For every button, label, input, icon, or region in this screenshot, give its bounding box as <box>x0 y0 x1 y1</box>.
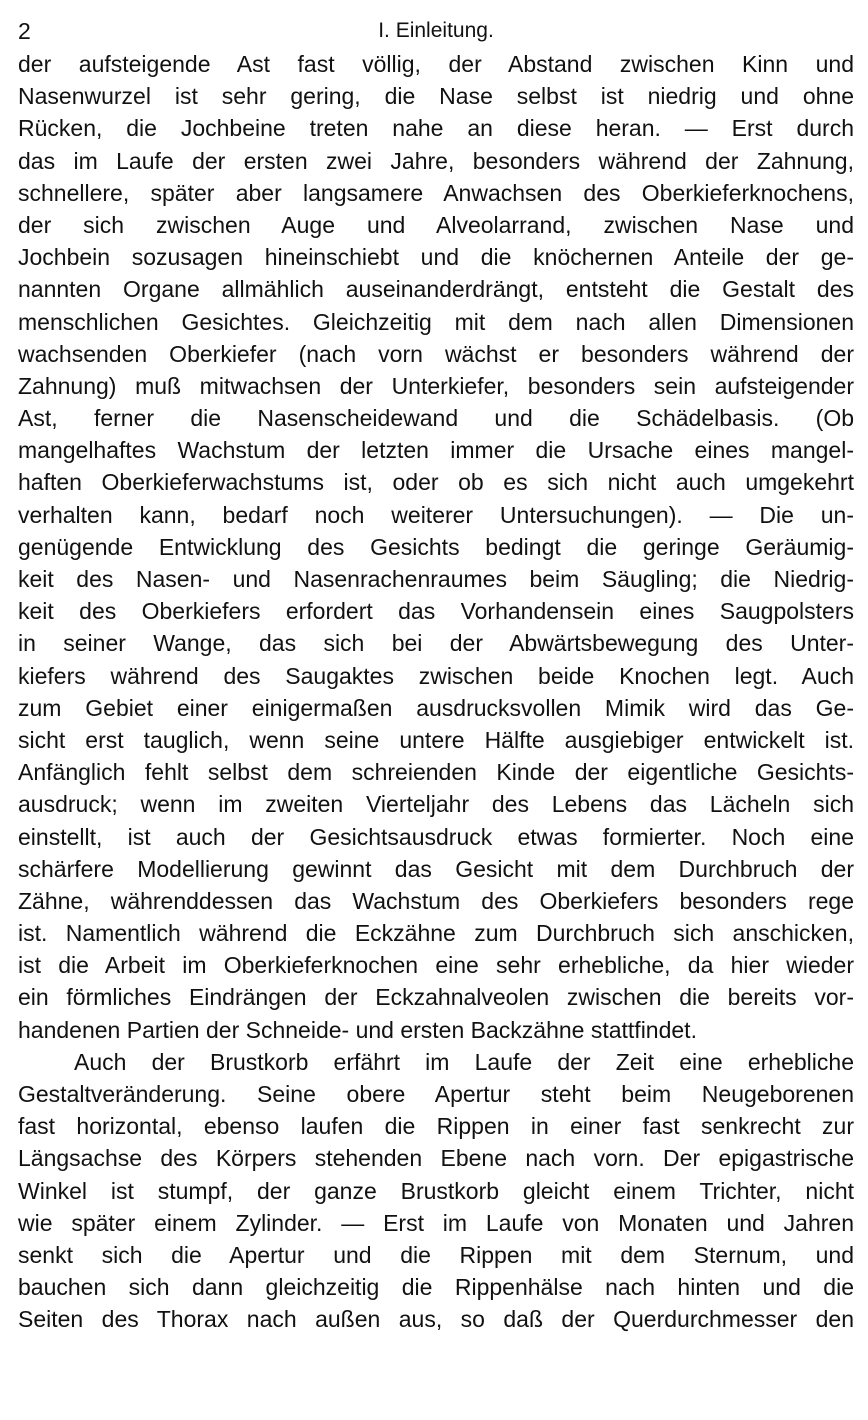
text-line: Winkel ist stumpf, der ganze Brustkorb gleicht einem Trichter, nicht <box>18 1177 854 1204</box>
text-line: sicht erst tauglich, wenn seine untere Hälfte ausgiebiger entwickelt ist. <box>18 726 854 753</box>
paragraph <box>18 1046 854 1336</box>
text-line: keit des Oberkiefers erfordert das Vorhandensein eines Saugpolsters <box>18 598 854 625</box>
text-line: wachsenden Oberkiefer (nach vorn wächst er besonders während der <box>18 340 854 367</box>
text-line: Rücken, die Jochbeine treten nahe an diese heran. — Erst durch <box>18 115 854 142</box>
text-line: Jochbein sozusagen hineinschiebt und die knöchernen Anteile der ge- <box>18 244 854 271</box>
text-line: der aufsteigende Ast fast völlig, der Abstand zwischen Kinn und <box>18 51 854 77</box>
text-line: haften Oberkieferwachstums ist, oder ob es sich nicht auch umgekehrt <box>18 469 854 496</box>
text-line: schärfere Modellierung gewinnt das Gesicht mit dem Durchbruch der <box>18 855 854 882</box>
body-text <box>18 48 854 1336</box>
paragraph <box>18 48 854 1046</box>
running-head <box>18 14 854 48</box>
text-line: einstellt, ist auch der Gesichtsausdruck etwas formierter. Noch eine <box>18 823 854 850</box>
section-title: I. Einleitung. <box>378 19 494 42</box>
book-page <box>18 14 854 1336</box>
text-line: kiefers während des Saugaktes zwischen beide Knochen legt. Auch <box>18 662 854 689</box>
text-line: Nasenwurzel ist sehr gering, die Nase selbst ist niedrig und ohne <box>18 83 854 110</box>
text-line: nannten Organe allmählich auseinanderdrängt, entsteht die Gestalt des <box>18 276 854 303</box>
text-line: verhalten kann, bedarf noch weiterer Untersuchungen). — Die un- <box>18 501 854 528</box>
text-line: wie später einem Zylinder. — Erst im Laufe von Monaten und Jahren <box>18 1209 854 1236</box>
text-line: in seiner Wange, das sich bei der Abwärtsbewegung des Unter- <box>18 630 854 657</box>
text-line: ist. Namentlich während die Eckzähne zum Durchbruch sich anschicken, <box>18 920 854 947</box>
text-line: Auch der Brustkorb erfährt im Laufe der Zeit eine erhebliche <box>74 1048 854 1075</box>
text-line: menschlichen Gesichtes. Gleichzeitig mit dem nach allen Dimensionen <box>18 308 854 335</box>
text-line: ein förmliches Eindrängen der Eckzahnalveolen zwischen die bereits vor- <box>18 984 854 1011</box>
text-line: handenen Partien der Schneide- und ersten Backzähne stattfindet. <box>18 1016 697 1043</box>
text-line: der sich zwischen Auge und Alveolarrand, zwischen Nase und <box>18 211 854 238</box>
text-line: das im Laufe der ersten zwei Jahre, besonders während der Zahnung, <box>18 147 854 174</box>
text-line: fast horizontal, ebenso laufen die Rippen in einer fast senkrecht zur <box>18 1113 854 1140</box>
text-line: Anfänglich fehlt selbst dem schreienden Kinde der eigentliche Gesichts- <box>18 759 854 786</box>
text-line: ausdruck; wenn im zweiten Vierteljahr des Lebens das Lächeln sich <box>18 791 854 818</box>
text-line: Längsachse des Körpers stehenden Ebene nach vorn. Der epigastrische <box>18 1145 854 1172</box>
text-line: genügende Entwicklung des Gesichts bedingt die geringe Geräumig- <box>18 533 854 560</box>
text-line: Ast, ferner die Nasenscheidewand und die Schädelbasis. (Ob <box>18 405 854 432</box>
page-number: 2 <box>18 18 31 44</box>
text-line: schnellere, später aber langsamere Anwachsen des Oberkieferknochens, <box>18 179 854 206</box>
text-line: mangelhaftes Wachstum der letzten immer die Ursache eines mangel- <box>18 437 854 464</box>
text-line: bauchen sich dann gleichzeitig die Rippenhälse nach hinten und die <box>18 1274 854 1301</box>
text-line: ist die Arbeit im Oberkieferknochen eine sehr erhebliche, da hier wieder <box>18 952 854 979</box>
text-line: senkt sich die Apertur und die Rippen mit dem Sternum, und <box>18 1241 854 1268</box>
text-line: Zahnung) muß mitwachsen der Unterkiefer, besonders sein aufsteigender <box>18 372 854 399</box>
text-line: Zähne, währenddessen das Wachstum des Oberkiefers besonders rege <box>18 887 854 914</box>
text-line: Seiten des Thorax nach außen aus, so daß der Querdurchmesser den <box>18 1306 854 1333</box>
text-line: zum Gebiet einer einigermaßen ausdrucksvollen Mimik wird das Ge- <box>18 694 854 721</box>
text-line: keit des Nasen- und Nasenrachenraumes beim Säugling; die Niedrig- <box>18 566 854 592</box>
text-line: Gestaltveränderung. Seine obere Apertur steht beim Neugeborenen <box>18 1081 854 1107</box>
